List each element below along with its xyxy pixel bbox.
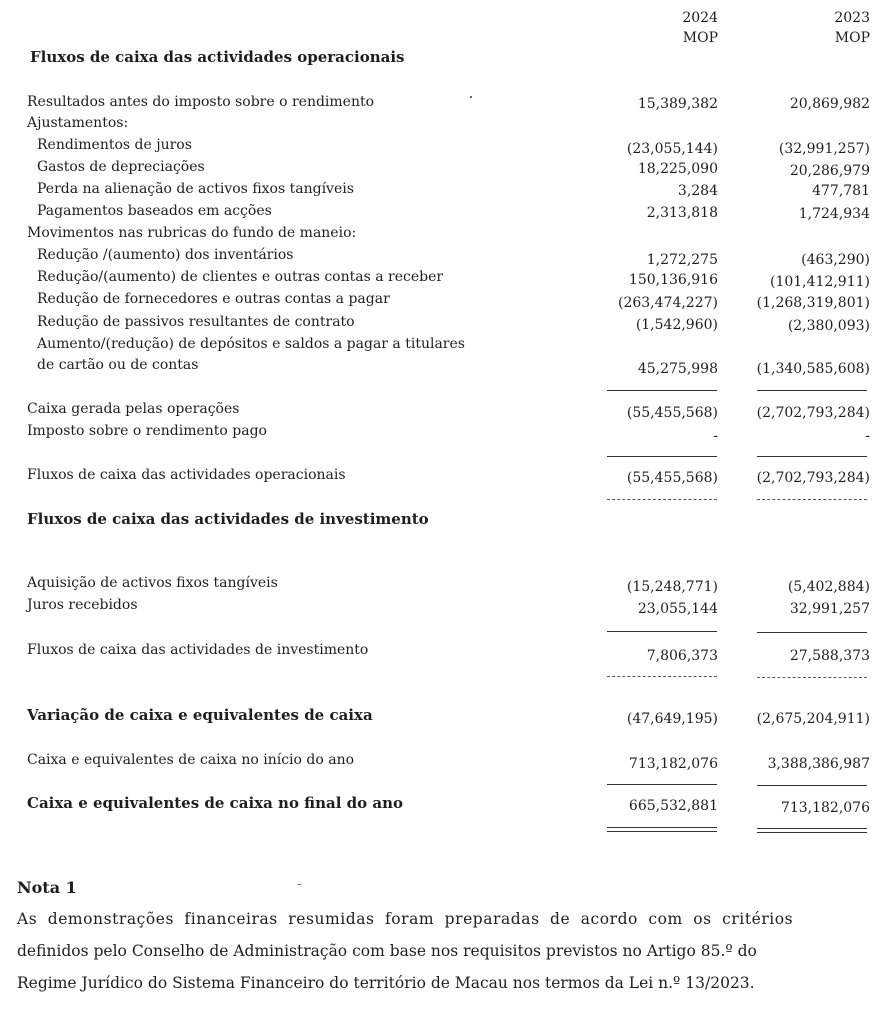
- row-label: Caixa gerada pelas operações: [27, 401, 240, 417]
- value-2023: (2,675,204,911): [756, 711, 870, 727]
- value-2024: 3,284: [677, 183, 718, 199]
- value-2023: 477,781: [812, 183, 870, 199]
- row-label: Fluxos de caixa das actividades operacionais: [27, 467, 346, 483]
- row-label: Redução de passivos resultantes de contrato: [37, 314, 355, 330]
- row-label: Juros recebidos: [27, 597, 138, 613]
- total-dashed-rule: [757, 499, 867, 500]
- row-label: Pagamentos baseados em acções: [37, 203, 272, 219]
- row-label: Redução /(aumento) dos inventários: [37, 247, 294, 263]
- column-header-2023: [834, 8, 870, 48]
- section-title-operating: Fluxos de caixa das actividades operacionais: [30, 48, 405, 66]
- row-label: Perda na alienação de activos fixos tangíveis: [37, 181, 354, 197]
- value-2024: 23,055,144: [637, 601, 718, 617]
- value-2023: (2,702,793,284): [756, 470, 870, 486]
- value-2023: (463,290): [801, 252, 870, 268]
- value-2023: 27,588,373: [789, 648, 870, 664]
- row-label-continued: de cartão ou de contas: [37, 357, 199, 373]
- value-2024: (23,055,144): [626, 141, 718, 157]
- subheading-working-capital: Movimentos nas rubricas do fundo de maneio:: [27, 225, 357, 241]
- row-label: Aumento/(redução) de depósitos e saldos a pagar a titulares: [37, 336, 465, 352]
- column-year-2024: 2024: [682, 10, 718, 26]
- value-2024: 15,389,382: [637, 96, 718, 112]
- row-label: Aquisição de activos fixos tangíveis: [27, 575, 278, 591]
- row-label: Fluxos de caixa das actividades de investimento: [27, 642, 369, 658]
- value-2023: (1,268,319,801): [756, 295, 870, 311]
- value-2023: 20,286,979: [789, 163, 870, 179]
- value-2024: (1,542,960): [635, 317, 718, 333]
- value-2024: (263,474,227): [618, 295, 718, 311]
- note-text-line: Regime Jurídico do Sistema Financeiro do território de Macau nos termos da Lei n.º 13/2023.: [17, 974, 755, 992]
- note-text-line: definidos pelo Conselho de Administração com base nos requisitos previstos no Artigo 85.º do: [17, 942, 757, 960]
- value-2024: 713,182,076: [628, 756, 718, 772]
- subtotal-rule: [607, 456, 717, 457]
- value-2024: (47,649,195): [626, 711, 718, 727]
- scan-speck: [298, 884, 301, 885]
- value-2024: 2,313,818: [646, 205, 718, 221]
- value-2024: (15,248,771): [626, 579, 718, 595]
- value-2023: 32,991,257: [789, 601, 870, 617]
- grand-total-double-rule: [607, 827, 717, 832]
- value-2024: 45,275,998: [637, 361, 718, 377]
- subtotal-rule: [757, 390, 867, 391]
- value-2023: (2,380,093): [787, 318, 870, 334]
- row-label-ending-cash: Caixa e equivalentes de caixa no final do ano: [27, 794, 403, 812]
- row-label: Redução/(aumento) de clientes e outras contas a receber: [37, 269, 444, 285]
- subheading-adjustments: Ajustamentos:: [27, 115, 129, 131]
- value-2024: 18,225,090: [637, 161, 718, 177]
- column-currency-2024: MOP: [682, 30, 718, 46]
- value-2024: 1,272,275: [646, 252, 718, 268]
- value-2023: 1,724,934: [798, 206, 870, 222]
- column-currency-2023: MOP: [834, 30, 870, 46]
- row-label: Gastos de depreciações: [37, 159, 205, 175]
- subtotal-rule: [757, 456, 867, 457]
- value-2023: (32,991,257): [778, 141, 870, 157]
- value-2024: 665,532,881: [628, 798, 718, 814]
- note-text-line: As demonstrações financeiras resumidas foram preparadas de acordo com os critérios: [17, 910, 794, 928]
- row-label: Redução de fornecedores e outras contas a pagar: [37, 291, 390, 307]
- column-header-2024: [682, 8, 718, 48]
- value-2023: (101,412,911): [770, 274, 870, 290]
- subtotal-rule: [607, 784, 717, 785]
- value-2023: -: [865, 428, 870, 444]
- grand-total-double-rule: [757, 828, 867, 833]
- value-2023: (1,340,585,608): [756, 361, 870, 377]
- note-title: Nota 1: [17, 878, 77, 897]
- total-dashed-rule: [757, 677, 867, 678]
- value-2024: -: [713, 428, 718, 444]
- value-2024: 7,806,373: [646, 648, 718, 664]
- row-label: Resultados antes do imposto sobre o rendimento: [27, 94, 375, 110]
- value-2023: (2,702,793,284): [756, 405, 870, 421]
- row-label-change-in-cash: Variação de caixa e equivalentes de caixa: [27, 706, 373, 724]
- total-dashed-rule: [607, 499, 717, 500]
- subtotal-rule: [607, 631, 717, 632]
- subtotal-rule: [607, 390, 717, 391]
- value-2023: 713,182,076: [780, 800, 870, 816]
- total-dashed-rule: [607, 676, 717, 677]
- subtotal-rule: [757, 632, 867, 633]
- value-2024: 150,136,916: [628, 272, 718, 288]
- value-2023: 20,869,982: [789, 96, 870, 112]
- value-2023: 3,388,386,987: [767, 756, 870, 772]
- value-2024: (55,455,568): [626, 405, 718, 421]
- section-title-investing: Fluxos de caixa das actividades de investimento: [27, 510, 429, 528]
- scan-speck: [470, 96, 472, 98]
- column-year-2023: 2023: [834, 10, 870, 26]
- row-label: Caixa e equivalentes de caixa no início do ano: [27, 752, 355, 768]
- subtotal-rule: [757, 785, 867, 786]
- row-label: Imposto sobre o rendimento pago: [27, 423, 267, 439]
- value-2023: (5,402,884): [787, 579, 870, 595]
- value-2024: (55,455,568): [626, 470, 718, 486]
- row-label: Rendimentos de juros: [37, 137, 192, 153]
